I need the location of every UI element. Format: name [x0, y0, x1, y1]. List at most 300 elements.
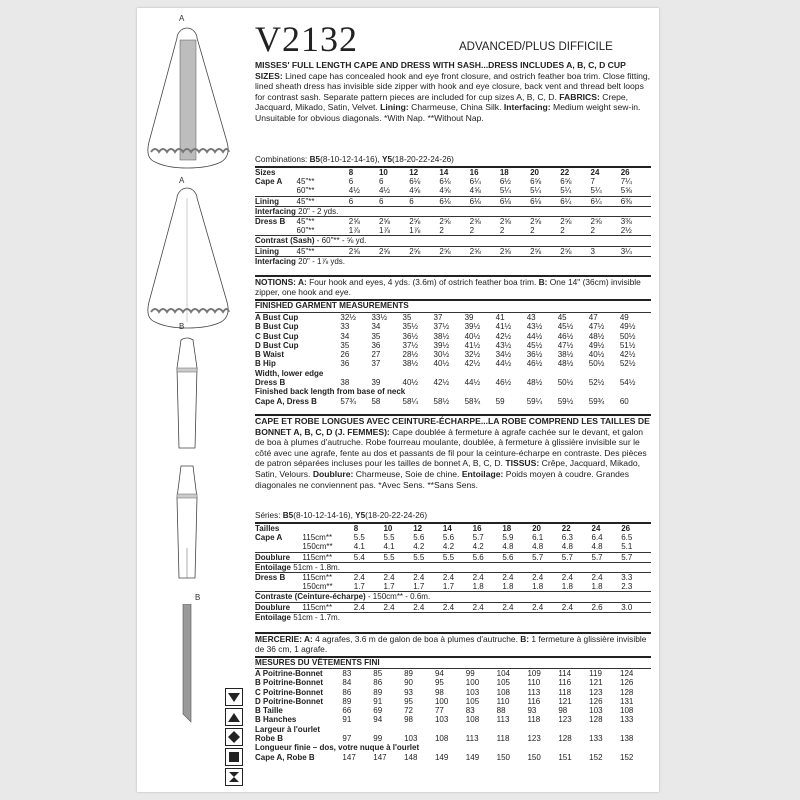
measurement-cell: 39: [371, 378, 381, 388]
figure-label-a-front: A: [179, 14, 185, 23]
yardage-cell: 5¼: [499, 186, 511, 196]
measurement-label: B Bust Cup: [255, 322, 299, 332]
measurement-cell: 46½: [557, 331, 574, 341]
measurement-cell: 128: [620, 687, 634, 697]
dress-b-back-drawing: [137, 458, 239, 598]
tissus-text: Crêpe, Jacquard, Mikado, Satin, Velours.: [255, 458, 641, 479]
measurement-label: Robe B: [255, 734, 283, 744]
yardage-cell: 5.7: [562, 552, 592, 562]
measurement-cell: 123: [558, 715, 572, 725]
yardage-cell: 5⅝: [620, 186, 632, 196]
english-measurements-table: [255, 313, 651, 406]
measurement-cell: 34½: [495, 350, 512, 360]
french-title: CAPE ET ROBE LONGUES AVEC CEINTURE-ÉCHARPE...LA ROBE COMPREND LES TAILLES DE BONNET A, B, C, D (J. FEMMES):: [255, 416, 650, 437]
yardage-cell: 3¼: [621, 246, 651, 256]
yardage-row-label: [255, 592, 651, 602]
fabric-width: 150cm**: [302, 582, 333, 592]
yardage-cell: 6⅛: [530, 196, 560, 206]
size-header-cell: 12: [409, 168, 419, 177]
measurement-cell: 147: [342, 752, 356, 762]
yardage-cell: 2.4: [532, 602, 562, 612]
measurement-cell: 149: [465, 752, 480, 762]
yardage-cell: 3.3: [621, 573, 651, 583]
yardage-cell: 2⅝: [500, 246, 530, 256]
measurement-cell: 26: [340, 350, 350, 360]
figure-label-a-back: A: [179, 176, 185, 185]
yardage-cell: 2.4: [354, 573, 384, 583]
yardage-cell: 6.3: [561, 533, 573, 543]
size-header-cell: 18: [499, 168, 509, 177]
measurement-cell: 37: [371, 359, 381, 369]
measurement-cell: 38½: [433, 331, 450, 341]
measurement-cell: 99: [373, 734, 383, 744]
yardage-cell: 6: [349, 196, 379, 206]
measurement-cell: 93: [527, 706, 537, 716]
measurement-cell: 83: [465, 706, 475, 716]
row-label: [255, 542, 302, 552]
size-header-cell: 22: [561, 524, 571, 533]
measurement-cell: 59¼: [526, 396, 543, 406]
measurement-cell: 48½: [557, 359, 574, 369]
row-label: [255, 186, 297, 196]
fabric-width: 150cm**: [302, 542, 333, 552]
yardage-row-label: [255, 256, 651, 266]
yardage-cell: 5.5: [383, 552, 413, 562]
row-width: 20" - 2 yds.: [298, 206, 339, 216]
yardage-cell: 2: [439, 226, 444, 236]
yardage-cell: 2.4: [443, 602, 473, 612]
lining-text: Charmeuse, China Silk.: [408, 102, 504, 113]
yardage-cell: 2.3: [621, 582, 633, 592]
yardage-cell: 2½: [620, 226, 632, 236]
yardage-cell: 4.2: [442, 542, 455, 552]
row-label: Entoilage: [255, 562, 292, 572]
measurement-label: B Poitrine-Bonnet: [255, 678, 323, 688]
yardage-row: [255, 542, 651, 552]
doublure-text: Charmeuse, Soie de chine.: [353, 468, 462, 479]
measurement-cell: 149: [434, 752, 449, 762]
yardage-cell: 2⅝: [560, 246, 590, 256]
measurement-cell: 105: [465, 696, 480, 706]
yardage-cell: 6: [409, 196, 439, 206]
yardage-cell: 2.4: [473, 573, 503, 583]
measurement-cell: 50½: [588, 359, 605, 369]
yardage-cell: 6¼: [469, 177, 481, 187]
measurement-row: [255, 753, 651, 762]
measurement-cell: 44½: [526, 331, 543, 341]
interfacing-text: Medium weight sew-in. Unsuitable for obvious diagonals. *With Nap. **Without Nap.: [255, 102, 641, 123]
yardage-cell: 2.4: [502, 602, 532, 612]
yardage-cell: 2⅝: [560, 217, 590, 227]
yardage-cell: 6.4: [591, 533, 603, 543]
yardage-cell: 1.7: [442, 582, 455, 592]
measurement-cell: 47½: [557, 340, 574, 350]
measurement-cell: 34: [371, 322, 381, 332]
yardage-cell: 2⅝: [530, 217, 560, 227]
measurement-cell: 45½: [526, 340, 543, 350]
yardage-cell: 2.4: [473, 602, 503, 612]
yardage-cell: 6⅛: [439, 177, 451, 187]
measurement-cell: 152: [620, 752, 634, 762]
yardage-cell: 2⅝: [349, 217, 379, 227]
dress-b-front-drawing: [137, 328, 239, 468]
measurement-cell: 54½: [619, 378, 636, 388]
measurement-cell: 128: [589, 715, 603, 725]
measurement-cell: 39: [464, 313, 474, 322]
yardage-cell: 2⅝: [470, 246, 500, 256]
measurement-cell: 103: [404, 734, 418, 744]
measurement-cell: 103: [465, 687, 480, 697]
yardage-cell: 1.7: [353, 582, 365, 592]
measurement-cell: 37½: [433, 322, 450, 332]
yardage-cell: 1.8: [502, 582, 514, 592]
measurement-cell: 58½: [433, 396, 450, 406]
measurement-cell: 30½: [433, 350, 450, 360]
fabric-width: 115cm**: [302, 573, 353, 583]
yardage-cell: 3: [591, 246, 621, 256]
measurement-cell: 91: [373, 696, 383, 706]
measurement-row: [255, 397, 651, 406]
measurement-cell: 28½: [402, 350, 419, 360]
yardage-cell: 2.6: [592, 602, 622, 612]
entoilage-text: Poids moyen à coudre. Grandes diagonales ne conviennent pas. *Avec Sens. **Sans Sens.: [255, 468, 630, 490]
measurement-cell: 94: [434, 669, 444, 678]
yardage-cell: 2.4: [502, 573, 532, 583]
row-label: Cape A: [255, 533, 283, 543]
yardage-cell: 5.6: [473, 552, 503, 562]
measurement-label: Dress B: [255, 378, 286, 388]
measurement-cell: 108: [434, 734, 449, 744]
measurement-cell: 95: [404, 696, 414, 706]
yardage-cell: 5.7: [592, 552, 622, 562]
measurement-cell: 148: [404, 752, 418, 762]
row-label: Lining: [255, 246, 297, 256]
size-header-cell: 10: [383, 524, 393, 533]
mercerie-text: 4 agrafes, 3.6 m de galon de boa à plumes d'autruche.: [312, 634, 521, 644]
measurement-cell: 39½: [433, 340, 450, 350]
yardage-cell: 6⅛: [409, 177, 421, 187]
measurement-cell: 40½: [464, 331, 481, 341]
measurement-cell: 110: [527, 678, 541, 688]
measurement-cell: 37: [433, 313, 443, 322]
french-measurements-title: MESURES DU VÊTEMENTS FINI: [255, 658, 380, 667]
french-description: [255, 416, 651, 490]
size-header-cell: 20: [530, 168, 539, 177]
measurement-cell: 52½: [619, 359, 636, 369]
measurement-cell: 138: [620, 734, 634, 744]
measurement-cell: 72: [404, 706, 414, 716]
measurement-cell: 85: [373, 669, 383, 678]
measurement-cell: 90: [404, 678, 414, 688]
measurement-cell: 43: [526, 313, 536, 322]
row-label: Doublure: [255, 552, 302, 562]
measurement-cell: 83: [342, 669, 352, 678]
row-label: Dress B: [255, 573, 302, 583]
measurement-cell: 49½: [619, 322, 636, 332]
measurement-cell: 89: [342, 696, 352, 706]
yardage-cell: 6⅛: [439, 196, 469, 206]
interfacing-label: Interfacing:: [503, 102, 551, 113]
yardage-cell: 5.6: [413, 533, 425, 543]
yardage-cell: 4.1: [383, 542, 395, 552]
measurement-cell: 104: [496, 669, 510, 678]
yardage-cell: 4.8: [591, 542, 603, 552]
yardage-cell: 4.8: [532, 542, 544, 552]
yardage-row: [255, 592, 651, 602]
measurement-row: [255, 678, 651, 687]
yardage-cell: 4⅝: [439, 186, 451, 196]
yardage-cell: 6: [378, 177, 384, 187]
figure-label-b-front: B: [179, 322, 185, 331]
yardage-cell: 4.1: [353, 542, 365, 552]
yardage-cell: 5.7: [472, 533, 484, 543]
yardage-cell: 2⅝: [500, 217, 530, 227]
row-label: Contrast (Sash): [255, 236, 315, 246]
yardage-row-label: [255, 206, 651, 216]
combinations-label: Combinations:: [255, 155, 308, 164]
measurement-cell: 105: [496, 678, 510, 688]
measurement-cell: 36½: [526, 350, 543, 360]
measurement-row: [255, 350, 651, 359]
measurement-cell: 36: [340, 359, 350, 369]
measurement-cell: 57¾: [340, 396, 356, 406]
measurement-cell: 126: [589, 696, 603, 706]
measurement-cell: 35: [340, 340, 350, 350]
yardage-cell: 6⅛: [470, 196, 500, 206]
yardage-cell: 6⅝: [560, 177, 572, 187]
cape-a-back-drawing: [137, 184, 239, 334]
measurement-row: [255, 341, 651, 350]
series2-code: Y5: [355, 511, 366, 520]
yardage-cell: 5.5: [353, 533, 365, 543]
yardage-cell: 2.4: [562, 602, 592, 612]
measurement-cell: 109: [527, 669, 541, 678]
yardage-cell: 2⅝: [409, 246, 439, 256]
row-label: [255, 582, 302, 592]
measurement-cell: 93: [404, 687, 414, 697]
measurement-cell: 37½: [402, 340, 419, 350]
measurement-cell: 43½: [495, 340, 512, 350]
yardage-cell: 5.9: [502, 533, 514, 543]
sash-b-drawing: [137, 604, 239, 734]
measurement-cell: 46½: [495, 378, 512, 388]
yardage-cell: 6½: [499, 177, 511, 187]
measurement-cell: 91: [342, 715, 352, 725]
english-description: [255, 60, 651, 124]
french-series: [255, 511, 427, 520]
measurement-label: D Bust Cup: [255, 340, 299, 350]
yardage-cell: 6¼: [560, 196, 590, 206]
measurement-cell: 152: [589, 752, 603, 762]
finished-length-label: Finished back length from base of neck: [255, 387, 406, 397]
tissus-label: TISSUS:: [505, 458, 540, 469]
size-header-cell: 8: [348, 168, 354, 177]
garment-illustrations: [137, 8, 239, 792]
yardage-cell: 2.4: [443, 573, 473, 583]
yardage-cell: 2.4: [592, 573, 622, 583]
yardage-cell: 5.5: [443, 552, 473, 562]
measurement-cell: 119: [589, 669, 602, 678]
measurement-cell: 88: [496, 706, 506, 716]
pattern-envelope-back: [137, 8, 659, 792]
measurement-cell: 40½: [433, 359, 450, 369]
yardage-cell: 5.1: [621, 542, 633, 552]
measurement-cell: 59¾: [588, 396, 605, 406]
size-header-cell: 22: [560, 168, 570, 177]
measurement-label: Cape A, Dress B: [255, 396, 317, 406]
measurement-cell: 42½: [464, 359, 481, 369]
measurement-label: Cape A, Robe B: [255, 752, 315, 762]
measurement-cell: 121: [558, 696, 572, 706]
yardage-cell: 1.8: [561, 582, 573, 592]
measurement-row: [255, 715, 651, 724]
fabric-width: 60"**: [296, 226, 315, 236]
yardage-row: [255, 226, 651, 236]
yardage-cell: 6: [379, 196, 409, 206]
yardage-row: [255, 177, 651, 186]
measurement-cell: 113: [496, 715, 510, 725]
measurement-cell: 38½: [402, 359, 419, 369]
measurement-label: A Bust Cup: [255, 313, 299, 322]
measurement-cell: 126: [620, 678, 634, 688]
measurement-label: B Hip: [255, 359, 276, 369]
yardage-cell: 2⅝: [349, 246, 379, 256]
measurement-cell: 45½: [557, 322, 574, 332]
notions-b-text: One 14" (36cm) invisible zipper, one hook and eye.: [255, 277, 641, 297]
yardage-cell: 6.1: [532, 533, 544, 543]
yardage-cell: 1.7: [413, 582, 425, 592]
sizes-label: Tailles: [255, 524, 280, 533]
yardage-cell: 5.5: [413, 552, 443, 562]
notions-label: NOTIONS: A:: [255, 277, 307, 287]
yardage-cell: 4.8: [502, 542, 514, 552]
measurement-label: A Poitrine-Bonnet: [255, 669, 323, 678]
english-combinations: [255, 155, 454, 164]
combo2-sizes: (18-20-22-24-26): [392, 155, 454, 164]
fabric-width: 115cm**: [302, 533, 333, 543]
measurement-cell: 97: [342, 734, 352, 744]
measurement-cell: 123: [589, 687, 603, 697]
doublure-label: Doublure:: [312, 468, 354, 479]
measurement-label: B Hanches: [255, 715, 297, 725]
measurement-cell: 98: [404, 715, 414, 725]
size-header-cell: 10: [378, 168, 388, 177]
measurement-cell: 34: [340, 331, 350, 341]
yardage-row: [255, 246, 651, 256]
fabric-width: 115cm**: [302, 552, 353, 562]
yardage-cell: 5.6: [502, 552, 532, 562]
size-header-row: [255, 524, 651, 533]
row-width: 51cm - 1.7m.: [293, 612, 340, 622]
measurement-cell: 33: [340, 322, 350, 332]
yardage-cell: 2⅝: [470, 217, 500, 227]
triangle-up-icon: [225, 708, 243, 726]
yardage-cell: 2: [530, 226, 535, 236]
measurement-cell: 41½: [495, 322, 512, 332]
measurement-cell: 94: [373, 715, 383, 725]
size-header-row: [255, 168, 651, 177]
measurement-cell: 121: [589, 678, 603, 688]
row-width: - 150cm** - 0.6m.: [367, 592, 431, 602]
measurement-cell: 27: [371, 350, 381, 360]
yardage-cell: 5.4: [354, 552, 384, 562]
size-header-cell: 24: [590, 168, 600, 177]
yardage-row: [255, 552, 651, 562]
size-header-cell: 24: [591, 524, 601, 533]
yardage-row: [255, 582, 651, 592]
square-icon: [225, 748, 243, 766]
series2-sizes: (18-20-22-24-26): [365, 511, 428, 520]
yardage-cell: 2⅝: [439, 217, 469, 227]
measurement-cell: 150: [496, 752, 510, 762]
measurement-cell: 118: [496, 734, 510, 744]
yardage-cell: 1.8: [472, 582, 484, 592]
measurement-cell: 116: [558, 678, 572, 688]
measurement-cell: 51½: [619, 340, 636, 350]
measurement-cell: 114: [558, 669, 572, 678]
yardage-cell: 2.4: [383, 602, 413, 612]
yardage-cell: 3⅜: [621, 217, 651, 227]
yardage-row-label: [255, 562, 651, 572]
hourglass-icon: [225, 768, 243, 786]
yardage-cell: 2⅝: [379, 246, 409, 256]
measurement-cell: 133: [589, 734, 603, 744]
yardage-cell: 6¼: [591, 196, 621, 206]
fabric-width: 115cm**: [302, 602, 353, 612]
yardage-cell: 2.4: [413, 602, 443, 612]
measurement-cell: 41: [495, 313, 505, 322]
row-width: 51cm - 1.8m.: [293, 562, 340, 572]
french-yardage-chart: [255, 524, 651, 622]
yardage-cell: 2: [469, 226, 475, 236]
size-header-cell: 16: [469, 168, 479, 177]
measurement-cell: 133: [620, 715, 634, 725]
pattern-symbols: [225, 688, 243, 788]
measurement-label: B Taille: [255, 706, 283, 716]
measurement-row: [255, 688, 651, 697]
measurement-cell: 50½: [557, 378, 574, 388]
mercerie-b-label: B:: [520, 634, 530, 644]
measurement-cell: 124: [620, 669, 634, 678]
fabric-width: 45"**: [296, 177, 315, 187]
row-label: Entoilage: [255, 612, 292, 622]
measurement-cell: 36½: [402, 331, 419, 341]
measurement-cell: 86: [342, 687, 352, 697]
yardage-cell: 5¼: [590, 186, 602, 196]
measurement-cell: 77: [434, 706, 444, 716]
figure-label-b-sash: B: [195, 593, 201, 602]
yardage-cell: 2⅝: [409, 217, 439, 227]
measurement-cell: 69: [373, 706, 383, 716]
measurement-cell: 110: [496, 696, 510, 706]
pattern-number: V2132: [255, 19, 358, 59]
yardage-cell: 3.0: [621, 602, 651, 612]
yardage-cell: 5¼: [530, 186, 542, 196]
yardage-row: [255, 196, 651, 206]
measurement-subhead-row: [255, 725, 651, 734]
row-label: Lining: [255, 196, 297, 206]
difficulty-level: ADVANCED/PLUS DIFFICILE: [459, 41, 613, 53]
measurement-cell: 118: [527, 715, 541, 725]
yardage-row: [255, 217, 651, 227]
measurement-subhead-row: [255, 369, 651, 378]
measurement-cell: 48½: [588, 331, 605, 341]
yardage-row: [255, 602, 651, 612]
yardage-cell: 2.4: [354, 602, 384, 612]
yardage-cell: 5.7: [621, 552, 651, 562]
size-header-cell: 26: [621, 524, 631, 533]
combo1-code: B5: [309, 155, 321, 164]
